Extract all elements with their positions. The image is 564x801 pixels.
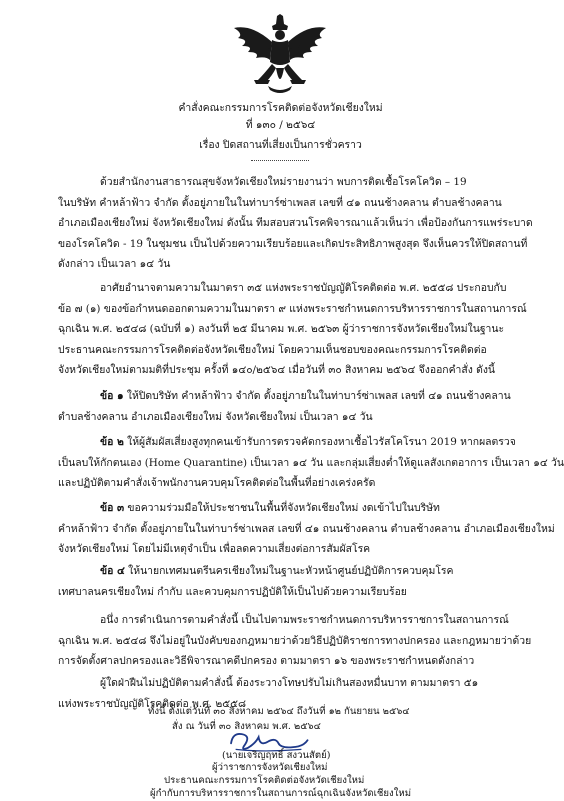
paragraph-line <box>58 561 504 582</box>
signer-position-3: ผู้กำกับการบริหารราชการในสถานการณ์ฉุกเฉินจังหวัดเชียงใหม่ <box>150 788 412 799</box>
paragraph-line: ดังกล่าว เป็นเวลา ๑๔ วัน <box>58 258 171 270</box>
clause-text: ให้นายกเทศมนตรีนครเชียงใหม่ในฐานะหัวหน้าศูนย์ปฏิบัติการควบคุมโรค <box>128 565 454 577</box>
clause-1 <box>58 386 511 427</box>
closing-paragraph-1 <box>58 610 532 672</box>
paragraph-line: อนึ่ง การดำเนินการตามคำสั่งนี้ เป็นไปตามพระราชกำหนดการบริหารราชการในสถานการณ์ <box>100 614 509 626</box>
paragraph-line <box>58 432 516 453</box>
intro-paragraph <box>58 172 533 275</box>
order-date: สั่ง ณ วันที่ ๓๐ สิงหาคม พ.ศ. ๒๕๖๔ <box>172 721 321 732</box>
paragraph-line: ข้อ ๗ (๑) ของข้อกำหนดออกตามความในมาตรา ๙ แห่งพระราชกำหนดการบริหารราชการในสถานการณ์ <box>58 302 527 315</box>
effective-period: ทั้งนี้ ตั้งแต่วันที่ ๓๐ สิงหาคม ๒๕๖๔ ถึงวันที่ ๑๒ กันยายน ๒๕๖๔ <box>148 706 410 717</box>
paragraph-line: ในบริษัท คำหล้าฟ้าว จำกัด ตั้งอยู่ภายในในท่าบาร์ซ่าเพลส เลขที่ ๔๑ ถนนช้างคลาน ตำบลช้างคลาน <box>58 196 502 209</box>
paragraph-line: ด้วยสำนักงานสาธารณสุขจังหวัดเชียงใหม่รายงานว่า พบการติดเชื้อโรคโควิด – 19 <box>100 176 467 188</box>
paragraph-line: การจัดตั้งศาลปกครองและวิธีพิจารณาคดีปกครอง ตามมาตรา ๑๖ ของพระราชกำหนดดังกล่าว <box>58 655 475 667</box>
signer-name: (นายเจริญฤทธิ์ สงวนสัตย์) <box>222 750 331 761</box>
signer-position: ผู้ว่าราชการจังหวัดเชียงใหม่ <box>212 762 328 773</box>
clause-text: ขอความร่วมมือให้ประชาชนในพื้นที่จังหวัดเชียงใหม่ งดเข้าไปในบริษัท <box>127 502 440 514</box>
clause-number: ข้อ ๒ <box>100 436 124 448</box>
paragraph-line: ของโรคโควิด - 19 ในชุมชน เป็นไปด้วยความเรียบร้อยและเกิดประสิทธิภาพสูงสุด จึงเห็นควรให้ปิดสถานที่ <box>58 237 528 250</box>
paragraph-line: เป็นลบให้กักตนเอง (Home Quarantine) เป็นเวลา ๑๔ วัน และกลุ่มเสี่ยงต่ำให้ดูแลสังเกตอาการ เป็นเวลา ๑๔ วัน <box>58 456 564 469</box>
authority-paragraph <box>58 278 527 381</box>
paragraph-line: เทศบาลนครเชียงใหม่ กำกับ และควบคุมการปฏิบัติให้เป็นไปด้วยความเรียบร้อย <box>58 585 407 598</box>
signer-position-2: ประธานคณะกรรมการโรคติดต่อจังหวัดเชียงใหม่ <box>164 775 365 786</box>
paragraph-line: คำหล้าฟ้าว จำกัด ตั้งอยู่ภายในในท่าบาร์ซ่าเพลส เลขที่ ๔๑ ถนนช้างคลาน ตำบลช้างคลาน อำเภอเมืองเชียงใหม่ <box>58 522 555 535</box>
paragraph-line: ผู้ใดฝ่าฝืนไม่ปฏิบัติตามคำสั่งนี้ ต้องระวางโทษปรับไม่เกินสองหมื่นบาท ตามมาตรา ๕๑ <box>100 677 479 689</box>
paragraph-line: อาศัยอำนาจตามความในมาตรา ๓๕ แห่งพระราชบัญญัติโรคติดต่อ พ.ศ. ๒๕๕๘ ประกอบกับ <box>100 282 507 294</box>
order-title: คำสั่งคณะกรรมการโรคติดต่อจังหวัดเชียงใหม่ <box>178 102 383 114</box>
paragraph-line: แห่งพระราชบัญญัติโรคติดต่อ พ.ศ. ๒๕๕๘ <box>58 697 246 710</box>
paragraph-line <box>58 498 504 519</box>
paragraph-line: ฉุกเฉิน พ.ศ. ๒๕๔๘ จึงไม่อยู่ในบังคับของกฎหมายว่าด้วยวิธีปฏิบัติราชการทางปกครอง และกฎหมายว่าด้วย <box>58 634 532 647</box>
order-number: ที่ ๑๓๐ / ๒๕๖๔ <box>245 119 316 131</box>
order-subject: เรื่อง ปิดสถานที่เสี่ยงเป็นการชั่วคราว <box>199 139 362 151</box>
clause-3 <box>58 498 555 560</box>
title-divider <box>251 160 309 161</box>
clause-2 <box>58 432 564 494</box>
garuda-emblem-icon <box>232 14 328 96</box>
clause-text: ให้ปิดบริษัท คำหล้าฟ้าว จำกัด ตั้งอยู่ภายในในท่าบาร์ซ่าเพลส เลขที่ ๔๑ ถนนช้างคลาน <box>126 390 511 402</box>
paragraph-line: ตำบลช้างคลาน อำเภอเมืองเชียงใหม่ จังหวัดเชียงใหม่ เป็นเวลา ๑๔ วัน <box>58 410 373 423</box>
paragraph-line: อำเภอเมืองเชียงใหม่ จังหวัดเชียงใหม่ ดังนั้น ทีมสอบสวนโรคพิจารณาแล้วเห็นว่า เพื่อป้องกันการแพร่ระบาด <box>58 217 533 229</box>
clause-number: ข้อ ๔ <box>100 565 125 577</box>
clause-4 <box>58 561 504 602</box>
clause-text: ให้ผู้สัมผัสเสี่ยงสูงทุกคนเข้ารับการตรวจคัดกรองหาเชื้อไวรัสโคโรนา 2019 หากผลตรวจ <box>127 436 516 448</box>
clause-number: ข้อ ๓ <box>100 502 125 514</box>
paragraph-line: ฉุกเฉิน พ.ศ. ๒๕๔๘ (ฉบับที่ ๑) ลงวันที่ ๒๕ มีนาคม พ.ศ. ๒๕๖๓ ผู้ว่าราชการจังหวัดเชียงใหม่ในฐานะ <box>58 323 505 335</box>
paragraph-line <box>58 386 511 407</box>
clause-number: ข้อ ๑ <box>100 390 124 402</box>
paragraph-line: ประธานคณะกรรมการโรคติดต่อจังหวัดเชียงใหม่ โดยความเห็นชอบของคณะกรรมการโรคติดต่อ <box>58 343 487 356</box>
paragraph-line: จังหวัดเชียงใหม่ โดยไม่มีเหตุจำเป็น เพื่อลดความเสี่ยงต่อการสัมผัสโรค <box>58 543 371 555</box>
paragraph-line: และปฏิบัติตามคำสั่งเจ้าพนักงานควบคุมโรคติดต่อในพื้นที่อย่างเคร่งครัด <box>58 477 376 489</box>
paragraph-line: จังหวัดเชียงใหม่ตามมติที่ประชุม ครั้งที่ ๑๔๐/๒๕๖๔ เมื่อวันที่ ๓๐ สิงหาคม ๒๕๖๔ จึงออกคำสั่ง ดังนี้ <box>58 364 496 376</box>
